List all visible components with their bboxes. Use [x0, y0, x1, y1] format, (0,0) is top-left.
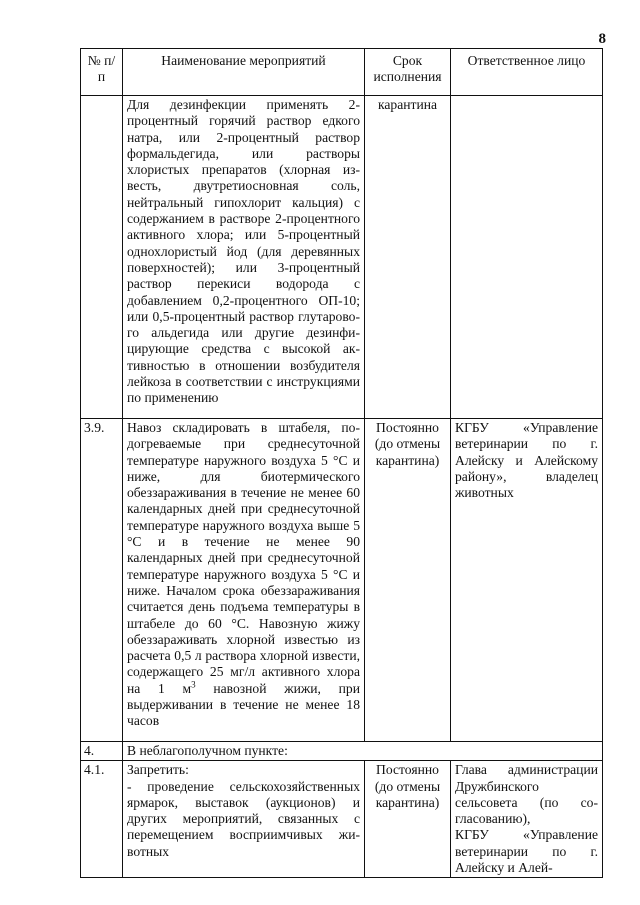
header-responsible: Ответственное лицо — [451, 49, 603, 96]
table-row — [81, 742, 603, 761]
row-responsible: КГБУ «Управление ветеринарии по г. Алейску и Алейскому району», владелец животных — [451, 419, 603, 742]
row-name — [123, 419, 365, 742]
table-row — [81, 96, 603, 419]
header-term: Срок исполнения — [365, 49, 451, 96]
row-name: В неблагополучном пункте: — [123, 742, 603, 761]
row-term: карантина — [365, 96, 451, 419]
row-responsible-1: Глава администрации Дружбинского сельсовета (по согласованию), — [455, 762, 598, 827]
row-num — [81, 96, 123, 419]
row-name-text: Навоз складировать в штабеля, подогреваемые при среднесуточной температуре наружного воздуха 5 °С и ниже, для биотермического обеззараживания в течение не менее 60 календарных дней при среднесуточной температуре наружного воздуха выше 5 °С и в течение не менее 90 календарных дней при среднесуточной температуре наружного воздуха 5 °С и ниже. Началом срока обеззараживания считается день подъема температуры в штабеле до 60 °С. Навозную жижу обеззараживать хлорной известью из расчета 0,5 л раствора хлорной извести, содержащего 25 мг/л активного хлора на 1 м — [127, 420, 360, 696]
row-name: Для дезинфекции применять 2-процентный горячий раствор едкого натра, или 2-процентный раствор формальдегида, или растворы хлористых препаратов (хлорная известь, двутретиосновная соль, нейтральный гипохлорит кальция) с содержанием в растворе 2-процентного активного хлора; или 5-процентный однохлористый йод (для деревянных поверхностей); или 3-процентный раствор перекиси водорода с добавлением 0,2-процентного ОП-10; или 0,5-процентный раствор глутарового альдегида или другие дезинфицирующие средства с высокой активностью в отношении возбудителя лейкоза в соответствии с инструкциями по применению — [123, 96, 365, 419]
row-term: Постоянно (до отмены карантина) — [365, 761, 451, 878]
row-name-text: - проведение сельскохозяйственных ярмарок, выставок (аукционов) и других мероприятий, связанных с перемещением восприимчивых животных — [127, 778, 360, 859]
measures-table — [80, 48, 603, 878]
row-name — [123, 761, 365, 878]
row-name-text-end: навозной жижи, при выдерживании в течение не менее 18 часов — [127, 680, 360, 729]
row-num: 4. — [81, 742, 123, 761]
row-responsible — [451, 761, 603, 878]
row-num: 4.1. — [81, 761, 123, 878]
row-responsible-2: КГБУ «Управление ветеринарии по г. Алейску и Алей- — [455, 827, 598, 876]
row-num: 3.9. — [81, 419, 123, 742]
table-header-row — [81, 49, 603, 96]
row-term: Постоянно (до отмены карантина) — [365, 419, 451, 742]
table-row — [81, 419, 603, 742]
header-num: № п/п — [81, 49, 123, 96]
superscript-3: 3 — [191, 679, 196, 690]
page-number: 8 — [598, 31, 606, 47]
row-name-title: Запретить: — [127, 762, 189, 778]
row-responsible — [451, 96, 603, 419]
header-name: Наименование мероприятий — [123, 49, 365, 96]
table-row — [81, 761, 603, 878]
